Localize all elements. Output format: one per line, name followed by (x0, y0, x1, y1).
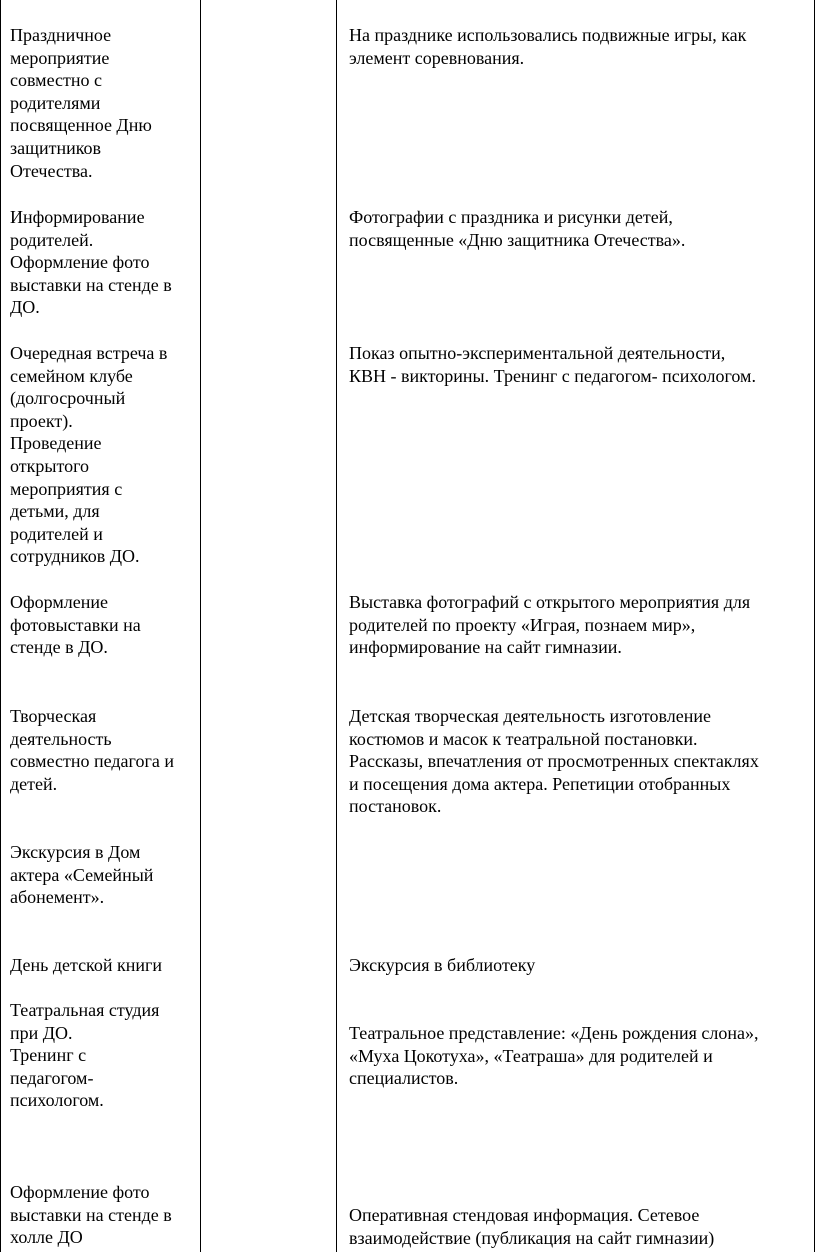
event-cell: Очередная встреча в семейном клубе (долгосрочный проект). Проведение открытого мероприятия с детьми, для родителей и сотрудников ДО. (10, 343, 168, 567)
event-cell: Творческая деятельность совместно педагога и детей. (10, 706, 174, 794)
event-cell: Театральная студия при ДО. Тренинг с педагогом- психологом. (10, 1000, 160, 1111)
event-cell: День детской книги (10, 955, 163, 975)
event-cell: Информирование родителей. Оформление фото выставки на стенде в ДО. (10, 207, 172, 318)
description-cell: Показ опытно-экспериментальной деятельности, КВН - викторины. Тренинг с педагогом- психологом. (349, 343, 756, 386)
column-divider (336, 0, 337, 1252)
event-cell: Оформление фото выставки на стенде в холле ДО (10, 1182, 172, 1248)
description-cell: Фотографии с праздника и рисунки детей, посвященные «Дню защитника Отечества». (349, 207, 686, 250)
event-cell: Экскурсия в Дом актера «Семейный абонемент». (10, 842, 154, 908)
column-divider (200, 0, 201, 1252)
event-cell: Оформление фотовыставки на стенде в ДО. (10, 592, 141, 658)
description-cell: Экскурсия в библиотеку (349, 955, 536, 975)
description-cell: На празднике использовались подвижные игры, как элемент соревнования. (349, 25, 747, 68)
description-cell: Выставка фотографий с открытого мероприятия для родителей по проекту «Играя, познаем мир», информирование на сайт гимназии. (349, 592, 751, 658)
description-cell: Оперативная стендовая информация. Сетевое взаимодействие (публикация на сайт гимназии) (349, 1205, 715, 1248)
event-cell: Праздничное мероприятие совместно с родителями посвященное Дню защитников Отечества. (10, 25, 152, 181)
description-cell: Детская творческая деятельность изготовление костюмов и масок к театральной постановки. Рассказы, впечатления от просмотренных спектаклях и посещения дома актера. Репетиции отобранных постановок. (349, 706, 759, 817)
description-cell: Театральное представление: «День рождения слона», «Муха Цокотуха», «Театраша» для родителей и специалистов. (349, 1023, 759, 1089)
